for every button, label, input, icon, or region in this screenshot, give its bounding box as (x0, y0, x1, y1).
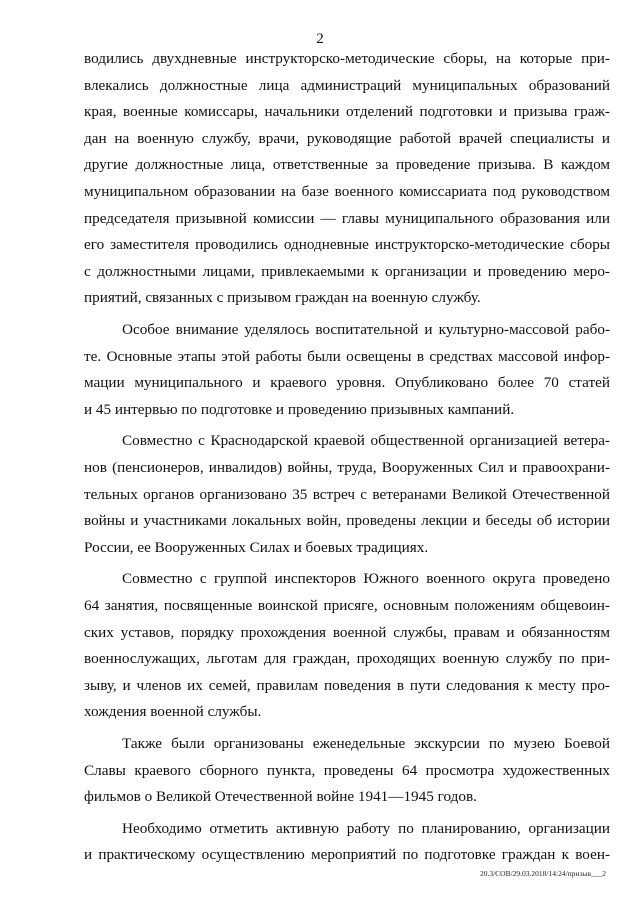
text-line: 64 занятия, посвященные воинской присяге, основным положениям общевоин- (84, 597, 610, 614)
text-line: края, военные комиссары, начальники отделений подготовки и призыва граж- (84, 103, 610, 121)
text-line: Славы краевого сборного пункта, проведены 64 просмотра художественных (84, 761, 610, 779)
text-line: дан на военную службу, врачи, руководящие работой врачей специалисты и (84, 129, 610, 147)
document-footer-stamp: 20.3/СОВ/29.03.2018/14:24/призыв___2 (479, 869, 606, 878)
paragraph-end-line: России, ее Вооруженных Силах и боевых традициях. (84, 538, 429, 556)
text-line: мации муниципального и краевого уровня. Опубликовано более 70 статей (84, 374, 610, 392)
text-line: водились двухдневные инструкторско-методические сборы, на которые при- (84, 50, 610, 67)
paragraph-end-line: приятий, связанных с призывом граждан на военную службу. (84, 289, 481, 307)
text-line: муниципальном образовании на базе военного комиссариата под руководством (84, 183, 610, 200)
text-line: те. Основные этапы этой работы были освещены в средствах массовой инфор- (84, 347, 610, 365)
text-line: с должностными лицами, привлекаемыми к организации и проведению меро- (84, 262, 610, 280)
paragraph-first-line: Необходимо отметить активную работу по планированию, организации (122, 819, 610, 837)
text-line: войны и участниками локальных войн, проведены лекции и беседы об истории (84, 512, 610, 530)
text-line: влекались должностные лица администраций муниципальных образований (84, 76, 610, 94)
text-line: председателя призывной комиссии — главы муниципального образования или (84, 209, 610, 227)
text-line: нов (пенсионеров, инвалидов) войны, труда, Вооруженных Сил и правоохрани- (84, 459, 610, 476)
paragraph-first-line: Особое внимание уделялось воспитательной и культурно-массовой рабо- (122, 321, 610, 338)
text-line: и практическому осуществлению мероприятий по подготовке граждан к воен- (84, 846, 610, 864)
paragraph-end-line: фильмов о Великой Отечественной войне 1941—1945 годов. (84, 788, 477, 806)
paragraph-end-line: и 45 интервью по подготовке и проведению призывных кампаний. (84, 400, 515, 418)
text-line: военнослужащих, льготам для граждан, проходящих военную службу по при- (84, 650, 610, 668)
paragraph-first-line: Совместно с Краснодарской краевой общественной организацией ветера- (122, 432, 610, 450)
page-number: 2 (316, 31, 324, 47)
text-line: его заместителя проводились однодневные инструкторско-методические сборы (84, 236, 610, 254)
text-line: другие должностные лица, ответственные за проведение призыва. В каждом (84, 156, 610, 174)
paragraph-end-line: хождения военной службы. (84, 703, 262, 721)
text-line: ских уставов, порядку прохождения военной службы, правам и обязанностям (84, 623, 610, 641)
paragraph-first-line: Совместно с группой инспекторов Южного военного округа проведено (122, 570, 610, 588)
paragraph-first-line: Также были организованы еженедельные экскурсии по музею Боевой (122, 735, 610, 752)
text-line: тельных органов организовано 35 встреч с ветеранами Великой Отечественной (84, 485, 610, 503)
text-line: зыву, и членов их семей, правилам поведения в пути следования к месту про- (84, 676, 610, 694)
